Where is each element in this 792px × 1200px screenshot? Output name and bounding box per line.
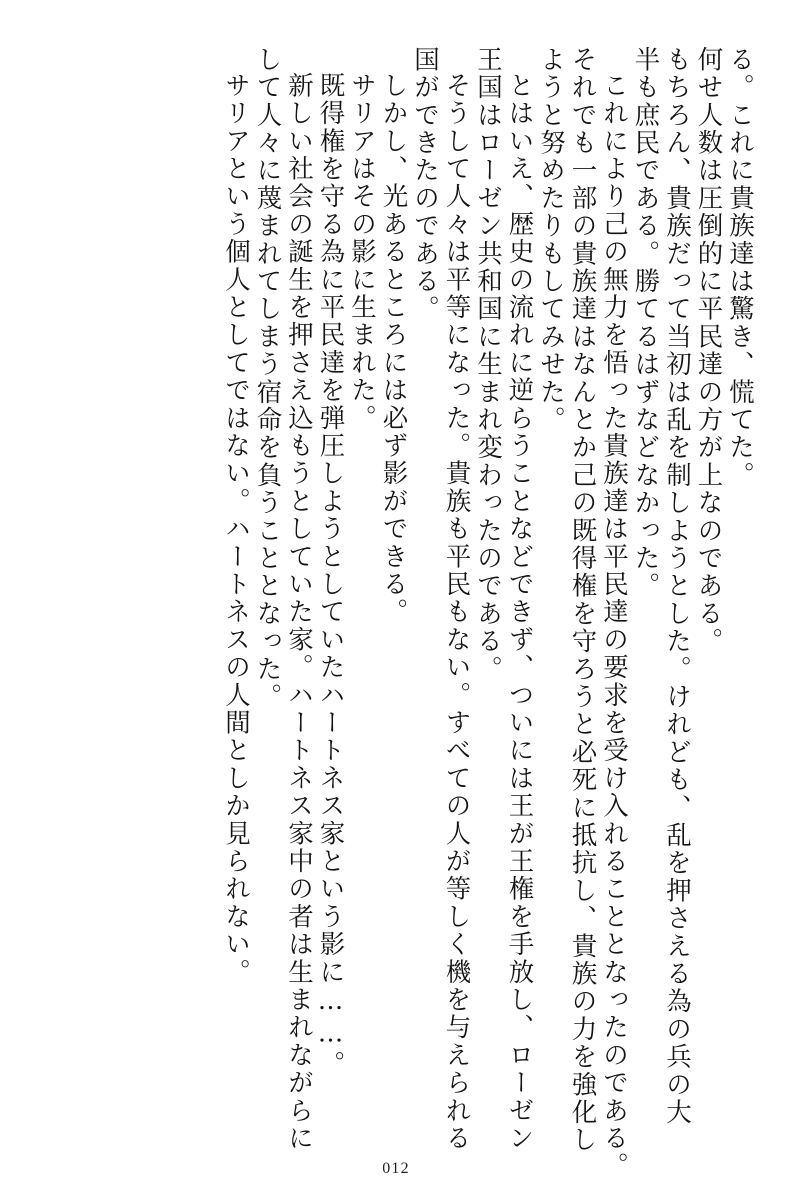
text-line: そうして人々は平等になった。貴族も平民もない。すべての人が等しく機を与えられる xyxy=(441,72,472,1153)
text-line: サリアという個人としてではない。ハートネスの人間としか見られない。 xyxy=(221,72,251,987)
text-line: しかし、光あるところには必ず影ができる。 xyxy=(378,72,409,626)
page-number: 012 xyxy=(382,1160,410,1177)
text-line: 半も庶民である。勝てるはずなどなかった。 xyxy=(630,46,661,600)
text-line: これにより己の無力を悟った貴族達は平民達の要求を受け入れることとなったのである。 xyxy=(599,72,629,1180)
text-line: それでも一部の貴族達はなんとか己の既得権を守ろうと必死に抵抗し、貴族の力を強化し xyxy=(567,46,598,1154)
text-line: 王国はローゼン共和国に生まれ変わったのである。 xyxy=(473,46,503,684)
text-line: 既得権を守る為に平民達を弾圧しようとしていたハートネス家という影に……。 xyxy=(315,72,346,1079)
text-line: る。これに貴族達は驚き、慌てた。 xyxy=(725,46,755,490)
text-line: 新しい社会の誕生を押さえ込もうとしていた家。ハートネス家中の者は生まれながらに xyxy=(284,72,314,1153)
text-line: 何せ人数は圧倒的に平民達の方が上なのである。 xyxy=(693,46,724,656)
text-line: もちろん、貴族だって当初は乱を制しようとした。けれども、乱を押さえる為の兵の大 xyxy=(662,46,692,1127)
text-line: とはいえ、歴史の流れに逆らうことなどできず、ついには王が王権を手放し、ローゼン xyxy=(504,72,535,1153)
text-line: して人々に蔑まれてしまう宿命を負うこととなった。 xyxy=(252,46,283,711)
text-line: サリアはその影に生まれた。 xyxy=(347,72,377,433)
text-line: ようと努めたりもしてみせた。 xyxy=(536,46,566,434)
text-line: 国ができたのである。 xyxy=(410,46,440,323)
